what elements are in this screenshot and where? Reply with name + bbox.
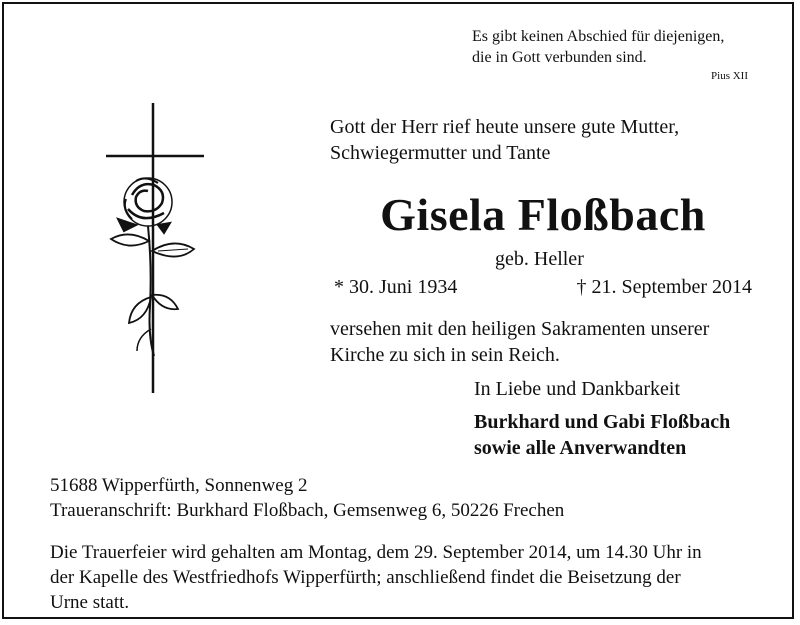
- mourners-line-1: Burkhard und Gabi Floßbach: [474, 411, 731, 433]
- motto-author: Pius XII: [711, 70, 748, 82]
- maiden-name: geb. Heller: [495, 248, 584, 270]
- sacrament-line-1: versehen mit den heiligen Sakramenten unserer: [330, 318, 710, 340]
- motto-line-1: Es gibt keinen Abschied für diejenigen,: [472, 28, 725, 45]
- intro-line-1: Gott der Herr rief heute unsere gute Mutter,: [330, 116, 680, 138]
- intro-text: [330, 114, 756, 166]
- ceremony-text: [50, 540, 756, 615]
- sacrament-text: [330, 316, 756, 368]
- address-block: [50, 473, 564, 523]
- ceremony-line-3: Urne statt.: [50, 592, 130, 613]
- motto-line-2: die in Gott verbunden sind.: [472, 49, 647, 66]
- residence-address: 51688 Wipperfürth, Sonnenweg 2: [50, 475, 308, 496]
- birth-date: * 30. Juni 1934: [334, 276, 458, 298]
- intro-line-2: Schwiegermutter und Tante: [330, 142, 551, 164]
- obituary-notice: [2, 2, 794, 619]
- mourners-line-2: sowie alle Anverwandten: [474, 437, 687, 459]
- ceremony-line-2: der Kapelle des Westfriedhofs Wipperfürth; anschließend findet die Beisetzung der: [50, 567, 681, 588]
- cross-with-rose-icon: [96, 99, 206, 397]
- deceased-name: Gisela Floßbach: [380, 189, 706, 240]
- ceremony-line-1: Die Trauerfeier wird gehalten am Montag, dem 29. September 2014, um 14.30 Uhr in: [50, 542, 702, 563]
- mourning-address: Traueranschrift: Burkhard Floßbach, Gemsenweg 6, 50226 Frechen: [50, 500, 565, 521]
- death-date: † 21. September 2014: [576, 276, 752, 298]
- mourners: [474, 409, 730, 461]
- closing-phrase: In Liebe und Dankbarkeit: [474, 378, 681, 400]
- sacrament-line-2: Kirche zu sich in sein Reich.: [330, 344, 560, 366]
- motto-quote: [472, 26, 758, 68]
